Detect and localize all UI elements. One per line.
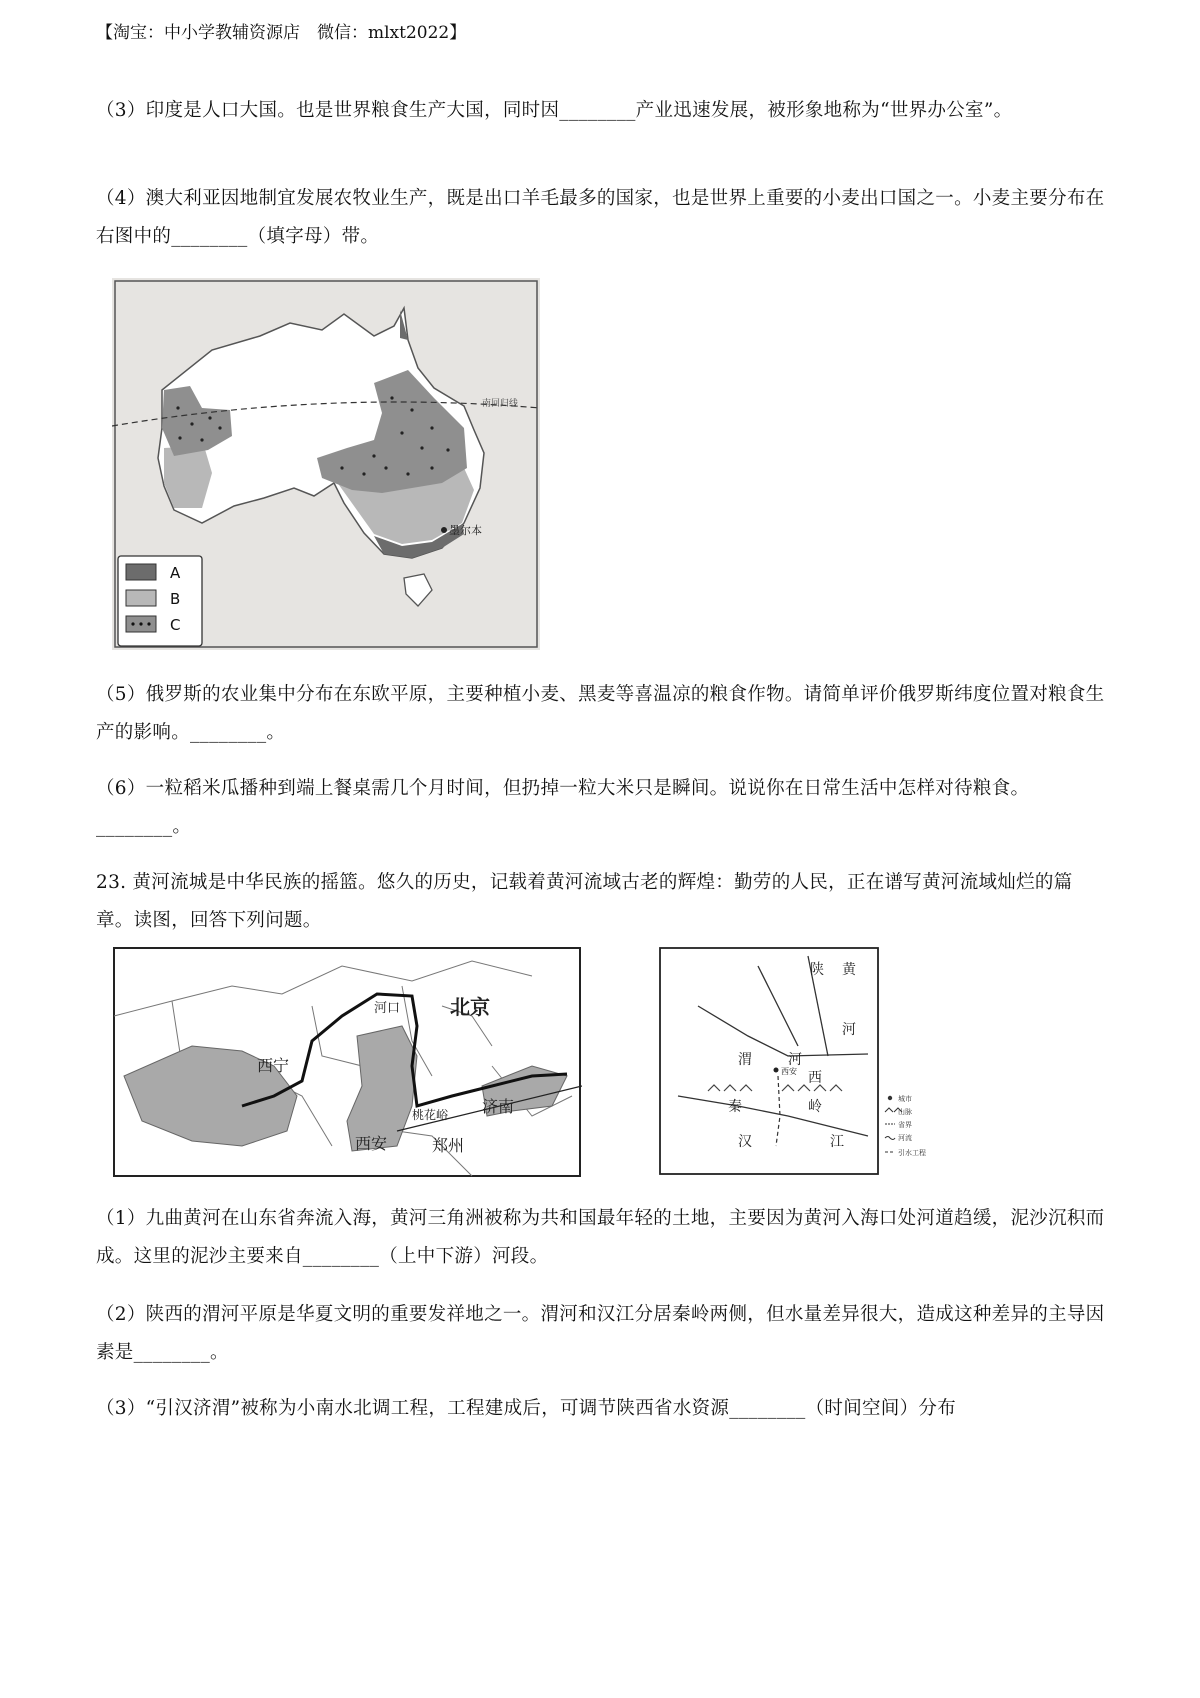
q23-part3: （3）“引汉济渭”被称为小南水北调工程，工程建成后，可调节陕西省水资源________（时间空间）分布 bbox=[96, 1398, 956, 1419]
legend-river: 河流 bbox=[898, 1134, 912, 1142]
legend-a-label: A bbox=[170, 564, 181, 582]
city-taohuayu: 桃花峪 bbox=[412, 1108, 449, 1122]
legend-b-label: B bbox=[170, 590, 181, 608]
yellow-river-basin-map bbox=[112, 946, 582, 1178]
label-he-1: 河 bbox=[842, 1022, 856, 1038]
city-dot bbox=[441, 527, 447, 533]
shaanxi-inset-map bbox=[658, 946, 948, 1178]
q22-part4: （4）澳大利亚因地制宜发展农牧业生产，既是出口羊毛最多的国家，也是世界上重要的小麦出口国之一。小麦主要分布在右图中的________（填字母）带。 bbox=[96, 188, 1105, 247]
map-legend bbox=[118, 556, 202, 646]
q23-part1: （1）九曲黄河在山东省奔流入海，黄河三角洲被称为共和国最年轻的土地，主要因为黄河入海口处河道趋缓，泥沙沉积而成。这里的泥沙主要来自________（上中下游）河段。 bbox=[96, 1208, 1105, 1267]
city-label: 墨尔本 bbox=[449, 524, 482, 537]
label-shaan: 陕 bbox=[810, 962, 824, 978]
q22-part5: （5）俄罗斯的农业集中分布在东欧平原，主要种植小麦、黑麦等喜温凉的粮食作物。请简单评价俄罗斯纬度位置对粮食生产的影响。________。 bbox=[96, 684, 1105, 743]
q23-part2: （2）陕西的渭河平原是华夏文明的重要发祥地之一。渭河和汉江分居秦岭两侧，但水量差异很大，造成这种差异的主导因素是________。 bbox=[96, 1304, 1105, 1363]
city-beijing: 北京 bbox=[450, 995, 490, 1019]
label-he-2: 河 bbox=[788, 1052, 802, 1068]
city-zhengzhou: 郑州 bbox=[432, 1136, 465, 1155]
australia-agriculture-map bbox=[112, 278, 540, 650]
label-wei: 渭 bbox=[738, 1052, 752, 1068]
legend-b-swatch bbox=[126, 590, 156, 606]
label-qin: 秦 bbox=[728, 1099, 742, 1115]
legend-a-swatch bbox=[126, 564, 156, 580]
legend-diversion: 引水工程 bbox=[898, 1149, 926, 1157]
legend-border: 省界 bbox=[898, 1121, 912, 1129]
city-xian: 西安 bbox=[355, 1134, 388, 1153]
label-ling: 岭 bbox=[808, 1099, 822, 1115]
label-huang-1: 黄 bbox=[842, 962, 856, 978]
label-jiang: 江 bbox=[830, 1134, 844, 1150]
tropic-label: 南回归线 bbox=[482, 399, 519, 409]
label-xi: 西 bbox=[808, 1070, 822, 1086]
q22-part3: （3）印度是人口大国。也是世界粮食生产大国，同时因________产业迅速发展，被形象地称为“世界办公室”。 bbox=[96, 100, 1013, 121]
q23-intro: 23. 黄河流城是中华民族的摇篮。悠久的历史，记载着黄河流域古老的辉煌：勤劳的人民，正在谱写黄河流域灿烂的篇章。读图，回答下列问题。 bbox=[96, 872, 1073, 931]
page-header: 【淘宝：中小学教辅资源店 微信：mlxt2022】 bbox=[96, 23, 467, 43]
label-xian: 西安 bbox=[781, 1067, 797, 1076]
legend-mountain: 山脉 bbox=[898, 1108, 912, 1116]
city-jinan: 济南 bbox=[482, 1097, 515, 1116]
city-hekou: 河口 bbox=[374, 1001, 401, 1016]
q22-part6: （6）一粒稻米瓜播种到端上餐桌需几个月时间，但扔掉一粒大米只是瞬间。说说你在日常生活中怎样对待粮食。________。 bbox=[96, 778, 1030, 837]
label-han: 汉 bbox=[738, 1134, 752, 1150]
city-xining: 西宁 bbox=[257, 1056, 290, 1075]
legend-city: 城市 bbox=[898, 1095, 912, 1103]
legend-c-label: C bbox=[170, 616, 181, 634]
